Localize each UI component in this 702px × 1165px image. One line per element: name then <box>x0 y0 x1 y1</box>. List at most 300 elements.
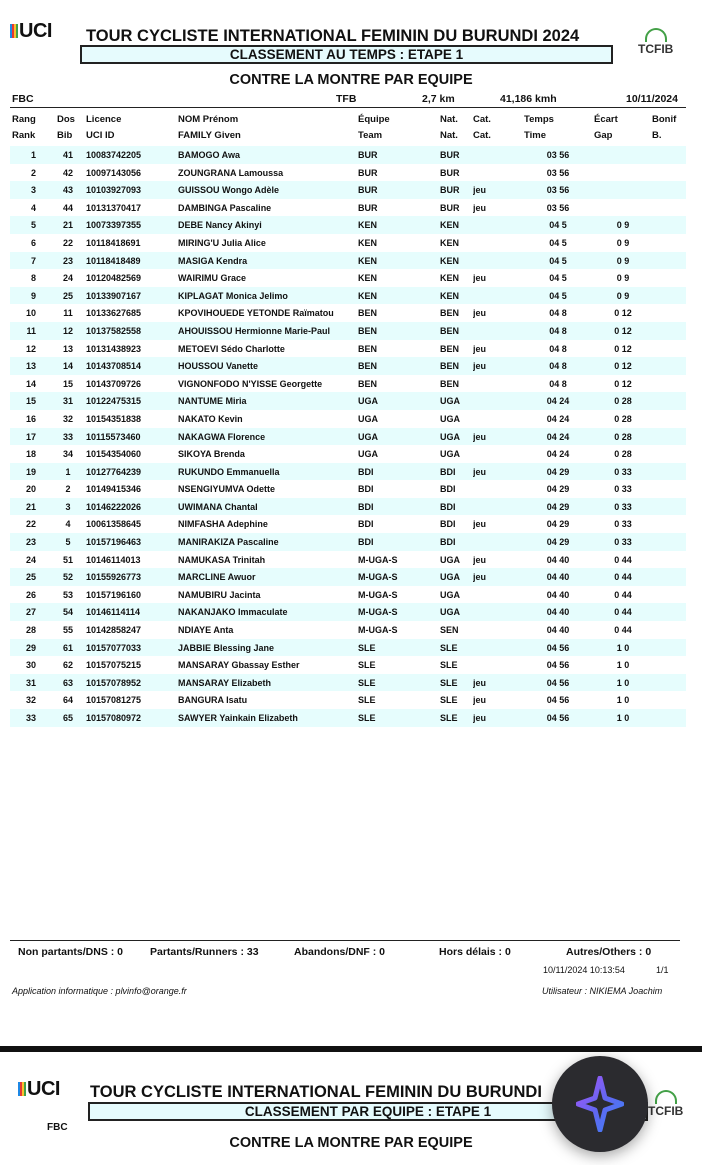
page2-title: TOUR CYCLISTE INTERNATIONAL FEMININ DU BURUNDI <box>90 1083 542 1101</box>
rider-name-cell: NSENGIYUMVA Odette <box>178 484 276 495</box>
gap-cell: 0 33 <box>614 501 632 512</box>
uci-id-cell: 10157075215 <box>86 660 142 671</box>
team-cell: BEN <box>358 308 378 319</box>
uci-id-cell: 10131370417 <box>86 202 142 213</box>
gap-cell: 0 44 <box>614 572 632 583</box>
uci-id-cell: 10157081275 <box>86 695 142 706</box>
rider-name-cell: NDIAYE Anta <box>178 625 234 636</box>
nationality-cell: UGA <box>440 431 460 442</box>
bib-cell: 14 <box>62 361 73 372</box>
nationality-cell: BEN <box>440 361 460 372</box>
nationality-cell: BDI <box>440 537 456 548</box>
gap-cell: 1 0 <box>616 713 630 723</box>
time-cell: 03 56 <box>546 150 570 160</box>
team-cell: SLE <box>358 642 376 653</box>
rider-name-cell: MANIRAKIZA Pascaline <box>178 537 279 548</box>
table-row <box>10 621 686 639</box>
uci-id-cell: 10143709726 <box>86 378 142 389</box>
rank-cell: 28 <box>25 625 36 636</box>
bib-cell: 63 <box>62 677 73 688</box>
team-cell: SLE <box>358 713 376 723</box>
table-row <box>10 709 686 727</box>
uci-id-cell: 10143708514 <box>86 361 142 372</box>
nationality-cell: KEN <box>440 273 460 284</box>
rank-cell: 26 <box>25 589 36 600</box>
category-cell: jeu <box>473 273 487 284</box>
rank-cell: 11 <box>26 325 36 336</box>
rider-name-cell: UWIMANA Chantal <box>178 501 258 512</box>
team-cell: BDI <box>358 501 374 512</box>
team-cell: BDI <box>358 466 374 477</box>
uci-id-cell: 10118418691 <box>86 237 141 248</box>
team-cell: SLE <box>358 677 376 688</box>
gap-cell: 0 44 <box>614 554 632 565</box>
rank-cell: 21 <box>25 501 36 512</box>
time-cell: 04 8 <box>549 378 567 389</box>
nationality-cell: BEN <box>440 343 460 354</box>
bib-cell: 41 <box>62 150 73 160</box>
rider-name-cell: GUISSOU Wongo Adèle <box>178 185 280 196</box>
dnf-count: Abandons/DNF : 0 <box>294 946 385 958</box>
gap-cell: 1 0 <box>616 677 630 688</box>
rank-cell: 31 <box>25 677 36 688</box>
gap-cell: 1 0 <box>616 642 630 653</box>
rank-cell: 7 <box>30 255 36 266</box>
rider-name-cell: NAKAGWA Florence <box>178 431 266 442</box>
time-cell: 04 5 <box>549 220 567 231</box>
time-cell: 04 5 <box>549 237 567 248</box>
rider-name-cell: NAMUKASA Trinitah <box>178 554 266 565</box>
uci-id-cell: 10149415346 <box>86 484 142 495</box>
uci-logo: UCI <box>10 20 52 43</box>
time-cell: 03 56 <box>546 202 570 213</box>
team-cell: M-UGA-S <box>358 572 398 583</box>
team-cell: BEN <box>358 343 378 354</box>
team-cell: KEN <box>358 290 378 301</box>
table-row <box>10 252 686 270</box>
table-row <box>10 410 686 428</box>
table-row <box>10 533 686 551</box>
rank-cell: 2 <box>30 167 36 178</box>
race-date: 10/11/2024 <box>626 93 678 105</box>
rank-cell: 9 <box>30 290 36 301</box>
time-cell: 04 8 <box>549 343 567 354</box>
rank-cell: 19 <box>25 466 36 477</box>
time-cell: 04 56 <box>546 642 570 653</box>
table-row <box>10 656 686 674</box>
time-cell: 04 5 <box>549 255 567 266</box>
bib-cell: 55 <box>62 625 73 636</box>
uci-id-cell: 10142858247 <box>86 625 142 636</box>
rank-cell: 4 <box>30 202 36 213</box>
team-cell: KEN <box>358 255 378 266</box>
bib-cell: 44 <box>62 202 73 213</box>
rank-cell: 33 <box>25 713 36 723</box>
gap-cell: 0 33 <box>614 519 632 530</box>
gap-cell: 0 12 <box>614 325 632 336</box>
bib-cell: 2 <box>65 484 71 495</box>
team-cell: M-UGA-S <box>358 589 398 600</box>
rider-name-cell: NAKATO Kevin <box>178 413 243 424</box>
bib-cell: 3 <box>65 501 71 512</box>
nationality-cell: BDI <box>440 484 456 495</box>
nationality-cell: UGA <box>440 572 460 583</box>
nationality-cell: BUR <box>440 202 460 213</box>
nationality-cell: SLE <box>440 713 458 723</box>
page2-organizer: FBC <box>47 1122 68 1133</box>
uci-rainbow-bars-icon <box>18 1082 26 1096</box>
nationality-cell: SEN <box>440 625 459 636</box>
nationality-cell: KEN <box>440 255 460 266</box>
runners-count: Partants/Runners : 33 <box>150 946 259 958</box>
bib-cell: 52 <box>62 572 73 583</box>
rank-cell: 5 <box>30 220 36 231</box>
table-row <box>10 164 686 182</box>
gap-cell: 0 9 <box>616 220 630 231</box>
bib-cell: 5 <box>65 537 71 548</box>
gap-cell: 0 9 <box>616 237 630 248</box>
uci-id-cell: 10157080972 <box>86 713 142 723</box>
time-cell: 04 24 <box>546 449 570 460</box>
bib-cell: 51 <box>62 554 73 565</box>
rider-name-cell: HOUSSOU Vanette <box>178 361 259 372</box>
uci-id-cell: 10120482569 <box>86 273 142 284</box>
time-cell: 04 29 <box>546 466 570 477</box>
rider-name-cell: MIRING'U Julia Alice <box>178 237 266 248</box>
bib-cell: 65 <box>62 713 73 723</box>
nationality-cell: BEN <box>440 308 460 319</box>
time-cell: 04 40 <box>546 589 570 600</box>
page2-subtitle: CLASSEMENT PAR EQUIPE : ETAPE 1 <box>88 1102 648 1121</box>
team-cell: BUR <box>358 185 378 196</box>
rider-name-cell: NIMFASHA Adephine <box>178 519 268 530</box>
time-cell: 04 29 <box>546 501 570 512</box>
uci-id-cell: 10103927093 <box>86 185 142 196</box>
uci-id-cell: 10157196463 <box>86 537 142 548</box>
team-cell: UGA <box>358 449 378 460</box>
distance: 2,7 km <box>422 93 455 105</box>
team-cell: M-UGA-S <box>358 625 398 636</box>
gap-cell: 0 33 <box>614 484 632 495</box>
table-row <box>10 269 686 287</box>
application-credit: Application informatique : plvinfo@orange.fr <box>12 986 187 996</box>
bib-cell: 31 <box>62 396 73 407</box>
bib-cell: 64 <box>62 695 73 706</box>
nationality-cell: UGA <box>440 554 460 565</box>
table-row <box>10 340 686 358</box>
time-cell: 04 5 <box>549 290 567 301</box>
category-cell: jeu <box>473 572 487 583</box>
bib-cell: 4 <box>65 519 71 530</box>
nationality-cell: KEN <box>440 237 460 248</box>
rank-cell: 3 <box>30 185 36 196</box>
nationality-cell: SLE <box>440 695 458 706</box>
gap-cell: 0 44 <box>614 625 632 636</box>
bib-cell: 15 <box>62 378 73 389</box>
bib-cell: 32 <box>62 413 73 424</box>
table-row <box>10 691 686 709</box>
time-cell: 04 56 <box>546 695 570 706</box>
bib-cell: 33 <box>62 431 73 442</box>
time-cell: 04 29 <box>546 484 570 495</box>
team-cell: BUR <box>358 167 378 178</box>
table-row <box>10 498 686 516</box>
rank-cell: 12 <box>25 343 36 354</box>
gap-cell: 0 12 <box>614 308 632 319</box>
rider-name-cell: NAKANJAKO Immaculate <box>178 607 288 618</box>
category-cell: jeu <box>473 713 487 723</box>
footer-divider <box>10 940 680 941</box>
rank-cell: 1 <box>30 150 36 160</box>
category-cell: jeu <box>473 361 487 372</box>
bib-cell: 54 <box>62 607 73 618</box>
table-row <box>10 375 686 393</box>
uci-logo-page2: UCI <box>18 1078 60 1101</box>
nationality-cell: BUR <box>440 167 460 178</box>
time-cell: 04 56 <box>546 677 570 688</box>
average-speed: 41,186 kmh <box>500 93 557 105</box>
table-row <box>10 287 686 305</box>
uci-id-cell: 10097143056 <box>86 167 142 178</box>
table-row <box>10 304 686 322</box>
rider-name-cell: NANTUME Miria <box>178 396 247 407</box>
team-cell: UGA <box>358 396 378 407</box>
time-cell: 03 56 <box>546 185 570 196</box>
time-cell: 04 29 <box>546 519 570 530</box>
time-cell: 04 29 <box>546 537 570 548</box>
gap-cell: 0 28 <box>614 449 632 460</box>
bib-cell: 43 <box>62 185 73 196</box>
time-cell: 04 56 <box>546 660 570 671</box>
table-row <box>10 445 686 463</box>
gap-cell: 0 9 <box>616 255 630 266</box>
uci-id-cell: 10083742205 <box>86 150 142 160</box>
print-timestamp: 10/11/2024 10:13:54 <box>543 965 625 975</box>
category-cell: jeu <box>473 308 487 319</box>
rank-cell: 23 <box>25 537 36 548</box>
uci-id-cell: 10115573460 <box>86 431 141 442</box>
uci-id-cell: 10157196160 <box>86 589 142 600</box>
bib-cell: 24 <box>62 273 73 284</box>
time-cell: 04 8 <box>549 361 567 372</box>
rider-name-cell: MASIGA Kendra <box>178 255 248 266</box>
bib-cell: 23 <box>62 255 73 266</box>
assistant-fab-button[interactable] <box>552 1056 648 1152</box>
uci-id-cell: 10157077033 <box>86 642 142 653</box>
rider-name-cell: METOEVI Sédo Charlotte <box>178 343 285 354</box>
organizer: FBC <box>12 93 34 105</box>
uci-id-cell: 10155926773 <box>86 572 142 583</box>
tcfib-logo-page2: TCFIB <box>648 1090 683 1118</box>
rank-cell: 15 <box>25 396 36 407</box>
user-credit: Utilisateur : NIKIEMA Joachim <box>542 986 663 996</box>
uci-id-cell: 10146114013 <box>86 554 141 565</box>
gap-cell: 0 9 <box>616 290 630 301</box>
rider-name-cell: VIGNONFODO N'YISSE Georgette <box>178 378 323 389</box>
table-row <box>10 551 686 569</box>
rider-name-cell: ZOUNGRANA Lamoussa <box>178 167 284 178</box>
category-cell: jeu <box>473 185 487 196</box>
nationality-cell: BDI <box>440 519 456 530</box>
time-cell: 04 8 <box>549 308 567 319</box>
table-row <box>10 480 686 498</box>
sparkle-star-icon <box>576 1076 624 1132</box>
nationality-cell: BDI <box>440 466 456 477</box>
uci-id-cell: 10154351838 <box>86 413 142 424</box>
page-number: 1/1 <box>656 965 669 975</box>
bib-cell: 61 <box>62 642 73 653</box>
rider-name-cell: JABBIE Blessing Jane <box>178 642 275 653</box>
team-cell: BDI <box>358 484 374 495</box>
team-cell: BUR <box>358 150 378 160</box>
uci-rainbow-bars-icon <box>10 24 18 38</box>
uci-id-cell: 10146222026 <box>86 501 142 512</box>
table-row <box>10 392 686 410</box>
rank-cell: 27 <box>25 607 36 618</box>
table-row <box>10 322 686 340</box>
rider-name-cell: AHOUISSOU Hermionne Marie-Paul <box>178 325 331 336</box>
team-cell: UGA <box>358 413 378 424</box>
bib-cell: 12 <box>62 325 73 336</box>
gap-cell: 1 0 <box>616 695 630 706</box>
team-cell: SLE <box>358 660 376 671</box>
team-cell: BEN <box>358 361 378 372</box>
team-cell: SLE <box>358 695 376 706</box>
race-statistics <box>18 946 678 959</box>
team-cell: KEN <box>358 273 378 284</box>
table-row <box>10 586 686 604</box>
table-row <box>10 639 686 657</box>
uci-id-cell: 10154354060 <box>86 449 142 460</box>
bib-cell: 34 <box>62 449 73 460</box>
nationality-cell: SLE <box>440 677 458 688</box>
rider-name-cell: KPOVIHOUEDE YETONDE Raïmatou <box>178 308 334 319</box>
uci-id-cell: 10137582558 <box>86 325 142 336</box>
gap-cell: 0 28 <box>614 431 632 442</box>
time-cell: 04 24 <box>546 396 570 407</box>
rider-name-cell: MARCLINE Awuor <box>178 572 256 583</box>
team-cell: KEN <box>358 220 378 231</box>
time-cell: 04 8 <box>549 325 567 336</box>
nationality-cell: UGA <box>440 449 460 460</box>
rank-cell: 29 <box>25 642 36 653</box>
nationality-cell: BEN <box>440 378 460 389</box>
team-cell: M-UGA-S <box>358 554 398 565</box>
uci-id-cell: 10073397355 <box>86 220 142 231</box>
bib-cell: 42 <box>62 167 73 178</box>
cyclist-wheel-icon <box>655 1090 677 1104</box>
category-cell: jeu <box>473 519 487 530</box>
gap-cell: 0 28 <box>614 413 632 424</box>
nationality-cell: SLE <box>440 642 458 653</box>
column-headers-en: Rank Bib UCI ID FAMILY Given Team Nat. Cat. Time Gap B. <box>12 130 662 141</box>
bib-cell: 11 <box>63 308 73 319</box>
rank-cell: 16 <box>25 413 36 424</box>
rank-cell: 25 <box>25 572 36 583</box>
page2-race-title: CONTRE LA MONTRE PAR EQUIPE <box>229 1135 473 1151</box>
nationality-cell: UGA <box>440 413 460 424</box>
rank-cell: 6 <box>30 237 36 248</box>
nationality-cell: KEN <box>440 290 460 301</box>
gap-cell: 1 0 <box>616 660 630 671</box>
category-cell: jeu <box>473 677 487 688</box>
uci-id-cell: 10118418489 <box>86 255 141 266</box>
table-row <box>10 199 686 217</box>
rank-cell: 8 <box>30 273 36 284</box>
rank-cell: 10 <box>25 308 36 319</box>
category-cell: jeu <box>473 343 487 354</box>
bib-cell: 25 <box>62 290 73 301</box>
time-cell: 04 24 <box>546 431 570 442</box>
rider-name-cell: MANSARAY Gbassay Esther <box>178 660 300 671</box>
bib-cell: 53 <box>62 589 73 600</box>
divider <box>10 107 686 108</box>
nationality-cell: BDI <box>440 501 456 512</box>
time-cell: 04 24 <box>546 413 570 424</box>
table-row <box>10 568 686 586</box>
team-cell: KEN <box>358 237 378 248</box>
table-row <box>10 463 686 481</box>
table-row <box>10 146 686 164</box>
gap-cell: 0 33 <box>614 537 632 548</box>
rider-name-cell: SIKOYA Brenda <box>178 449 245 460</box>
uci-id-cell: 10133627685 <box>86 308 142 319</box>
uci-id-cell: 10157078952 <box>86 677 142 688</box>
time-cell: 04 40 <box>546 607 570 618</box>
rank-cell: 14 <box>25 378 36 389</box>
rider-name-cell: DEBE Nancy Akinyi <box>178 220 262 231</box>
rider-name-cell: WAIRIMU Grace <box>178 273 247 284</box>
uci-id-cell: 10122475315 <box>86 396 142 407</box>
rank-cell: 22 <box>25 519 36 530</box>
column-headers-fr: Rang Dos Licence NOM Prénom Équipe Nat. Cat. Temps Écart Bonif <box>12 114 677 125</box>
rider-name-cell: MANSARAY Elizabeth <box>178 677 272 688</box>
rider-name-cell: NAMUBIRU Jacinta <box>178 589 261 600</box>
gap-cell: 0 12 <box>614 378 632 389</box>
team-cell: BUR <box>358 202 378 213</box>
team-cell: M-UGA-S <box>358 607 398 618</box>
category-cell: jeu <box>473 466 487 477</box>
rider-name-cell: DAMBINGA Pascaline <box>178 202 272 213</box>
category-cell: jeu <box>473 202 487 213</box>
uci-id-cell: 10061358645 <box>86 519 142 530</box>
bib-cell: 13 <box>62 343 73 354</box>
rank-cell: 32 <box>25 695 36 706</box>
time-cell: 04 56 <box>546 713 570 723</box>
rank-cell: 13 <box>25 361 36 372</box>
rank-cell: 30 <box>25 660 36 671</box>
rider-name-cell: KIPLAGAT Monica Jelimo <box>178 290 288 301</box>
team-cell: BDI <box>358 519 374 530</box>
classification-subtitle: CLASSEMENT AU TEMPS : ETAPE 1 <box>80 45 613 64</box>
gap-cell: 0 33 <box>614 466 632 477</box>
gap-cell: 0 44 <box>614 589 632 600</box>
team-cell: UGA <box>358 431 378 442</box>
time-cell: 04 40 <box>546 625 570 636</box>
table-row <box>10 674 686 692</box>
gap-cell: 0 12 <box>614 343 632 354</box>
bib-cell: 22 <box>62 237 73 248</box>
nationality-cell: UGA <box>440 589 460 600</box>
nationality-cell: UGA <box>440 607 460 618</box>
time-cell: 03 56 <box>546 167 570 178</box>
gap-cell: 0 9 <box>616 273 630 284</box>
uci-id-cell: 10131438923 <box>86 343 142 354</box>
nationality-cell: UGA <box>440 396 460 407</box>
rider-name-cell: RUKUNDO Emmanuella <box>178 466 280 477</box>
bib-cell: 62 <box>62 660 73 671</box>
team-cell: BDI <box>358 537 374 548</box>
